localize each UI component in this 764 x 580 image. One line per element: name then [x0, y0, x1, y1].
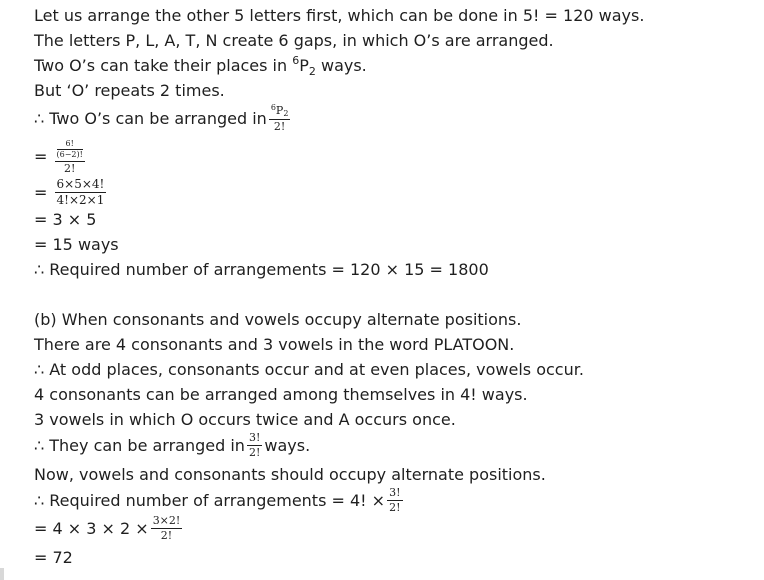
line-alternate-positions: Now, vowels and consonants should occupy alternate positions.	[34, 465, 546, 484]
equals-sign: =	[34, 146, 48, 166]
denominator: 2!	[389, 501, 401, 514]
line-part-b: (b) When consonants and vowels occupy alternate positions.	[34, 310, 522, 329]
line-required-arrangements	[34, 485, 405, 516]
perm-symbol: P	[275, 103, 284, 117]
denominator: 2!	[63, 161, 76, 175]
line-result-72: = 72	[34, 548, 73, 567]
line-vowels-o-twice: 3 vowels in which O occurs twice and A occurs once.	[34, 410, 456, 429]
expanded-fraction	[55, 178, 107, 207]
line-consonants-arranged: 4 consonants can be arranged among themselves in 4! ways.	[34, 385, 528, 404]
text: ways.	[264, 435, 311, 455]
numerator: 6×5×4!	[56, 177, 105, 191]
line-equals-nested-fraction	[34, 134, 87, 179]
fraction-6p2-over-2fact	[269, 102, 291, 133]
line-two-os-arranged	[34, 103, 292, 134]
numerator: 3!	[248, 431, 261, 444]
superscript: 6	[270, 102, 276, 112]
numerator: 3!	[389, 486, 401, 499]
text: ∴ They can be arranged in	[34, 435, 245, 455]
equals-sign: =	[34, 182, 48, 202]
denominator: 2!	[160, 529, 173, 542]
line-consonants-vowels: There are 4 consonants and 3 vowels in the word PLATOON.	[34, 335, 515, 354]
denominator: 2!	[273, 119, 286, 133]
line-gaps: The letters P, L, A, T, N create 6 gaps, in which O’s are arranged.	[34, 31, 554, 50]
text: Two O’s can take their places in	[34, 56, 293, 75]
line-required-1800: ∴ Required number of arrangements = 120 × 15 = 1800	[34, 260, 489, 279]
perm-superscript: 6	[292, 54, 300, 67]
numerator	[55, 139, 85, 161]
line-o-repeats: But ‘O’ repeats 2 times.	[34, 81, 225, 100]
perm-subscript: 2	[308, 65, 316, 78]
line-odd-even: ∴ At odd places, consonants occur and at even places, vowels occur.	[34, 360, 584, 379]
inner-denominator: (6−2)!	[56, 149, 83, 159]
denominator: 2!	[248, 446, 261, 459]
fraction-3fact-over-2fact	[247, 432, 262, 459]
line-3x5: = 3 × 5	[34, 210, 97, 229]
numerator	[269, 102, 291, 119]
line-arrange-others: Let us arrange the other 5 letters first, which can be done in 5! = 120 ways.	[34, 6, 645, 25]
line-vowels-arranged	[34, 430, 310, 461]
fraction-3x2fact-over-2fact	[151, 515, 183, 542]
line-4x3x2	[34, 513, 184, 544]
denominator: 4!×2×1	[56, 193, 105, 207]
line-o-places	[34, 56, 367, 78]
line-15-ways: = 15 ways	[34, 235, 119, 254]
nested-fraction	[55, 139, 85, 175]
line-equals-expanded	[34, 176, 108, 209]
numerator: 3×2!	[152, 514, 181, 527]
text: ∴ Required number of arrangements = 4! ×	[34, 490, 386, 510]
perm-symbol: P	[299, 56, 309, 75]
page-edge-marker	[0, 568, 4, 580]
text: ways.	[315, 56, 367, 75]
fraction-3fact-over-2fact	[387, 487, 402, 514]
inner-numerator: 6!	[65, 138, 74, 148]
text: = 4 × 3 × 2 ×	[34, 518, 149, 538]
subscript: 2	[283, 108, 289, 118]
text: ∴ Two O’s can be arranged in	[34, 108, 267, 128]
